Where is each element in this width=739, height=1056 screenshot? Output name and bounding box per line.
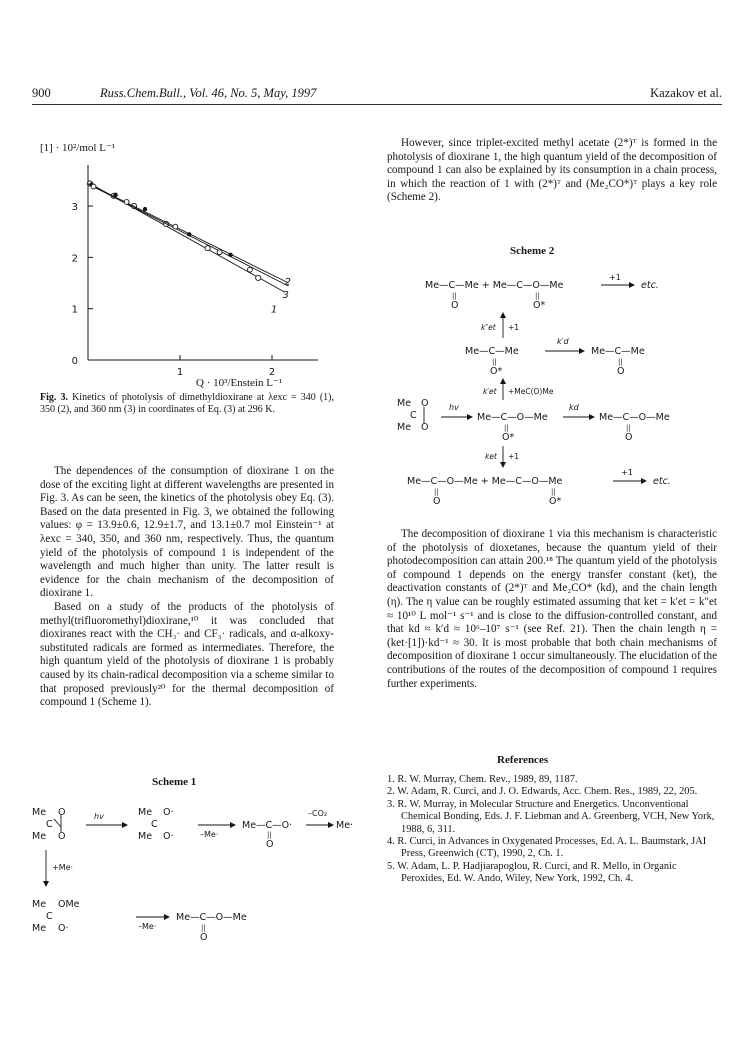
s2-row1-o-1: O: [451, 300, 459, 311]
s1-minus-me-1: –Me·: [200, 830, 219, 839]
s1-me-top: Me: [32, 807, 47, 818]
s2-row4-bond-1: ||: [434, 488, 439, 496]
s2-row1-o-2: O*: [533, 300, 546, 311]
s2-k-prime-et: k′et: [483, 387, 497, 396]
s2-row3-o: O: [625, 432, 633, 443]
references-list: [387, 774, 717, 886]
s1-methyl-acetate-bond: ||: [201, 924, 206, 932]
x-tick-label: 1: [176, 367, 184, 378]
x-tick-label: 2: [268, 367, 276, 378]
s1-adduct-o: O·: [58, 923, 69, 934]
s2-row3-o-star: O*: [502, 432, 515, 443]
s1-biradical-me-bottom: Me: [138, 831, 153, 842]
series-3-point: [217, 250, 222, 255]
s2-row3-mid: Me—C—O—Me: [477, 412, 548, 423]
s2-row3-me-bottom: Me: [397, 422, 412, 433]
figure-caption-text: Kinetics of photolysis of dimethyldioxirane at λexc = 340 (1), 350 (2), and 360 nm (3) in coordinates of Eq. (3) at 296 K.: [40, 392, 334, 416]
s2-k-prime-d: k′d: [557, 337, 569, 346]
reference-item: 1. R. W. Murray, Chem. Rev., 1989, 89, 1187.: [387, 774, 578, 785]
reference-item: 5. W. Adam, L. P. Hadjiarapoglou, R. Curci, and R. Mello, in Organic Peroxides, Ed. W. Ando, Wiley, New York, 1992, Ch. 4.: [387, 860, 677, 885]
scheme-2-diagram: [385, 262, 725, 507]
origin-label: 0: [71, 356, 78, 367]
s2-hv: hv: [449, 403, 459, 412]
s2-row3-o-top: O: [421, 398, 429, 409]
s2-row2-o: O: [617, 366, 625, 377]
s2-row1-plus1: +1: [609, 273, 621, 282]
s1-hv-label: hv: [94, 812, 104, 821]
s2-k-double-prime-et: k″et: [481, 323, 496, 332]
reference-item: 3. R. W. Murray, in Molecular Structure and Energetics. Unconventional Chemical Bonding, Eds. J. F. Liebman and A. Greenberg, VCH, New York, 1988, 6, 311.: [387, 798, 715, 835]
s1-acetoxy-o: O: [266, 839, 274, 850]
s2-k-d: kd: [569, 403, 579, 412]
s1-adduct-ome: OMe: [58, 899, 80, 910]
s2-row4-plus1: +1: [621, 468, 633, 477]
s2-plus1-up: +1: [508, 323, 520, 332]
s2-row2-right: Me—C—Me: [591, 346, 645, 357]
s2-row2-o-star: O*: [490, 366, 503, 377]
s2-row1: Me—C—Me + Me—C—O—Me: [425, 280, 564, 291]
scheme-1-diagram: [18, 795, 358, 995]
left-paragraph-2: Based on a study of the products of the photolysis of methyl(trifluoromethyl)dioxirane,¹⁰ it was concluded that dioxiranes react with the CH₃· and CF₃· radicals, and α-alkoxy-substituted radicals are formed as intermediates. Therefore, the high quantum yield of the photolysis of dioxirane 1 is probably caused by its chain-radical decomposition via a scheme similar to that proposed previously²⁰ for the thermal decomposition of compound 1 (Scheme 1).: [40, 600, 334, 709]
s2-row3-bond-mid: ||: [504, 424, 509, 432]
s2-row4-etc: etc.: [653, 476, 671, 487]
s2-row4-o-2: O*: [549, 496, 562, 507]
series-3-point: [91, 184, 96, 189]
s2-row3-o-bottom: O: [421, 422, 429, 433]
y-tick-label: 1: [71, 304, 78, 316]
reference-item: 2. W. Adam, R. Curci, and J. O. Edwards, Acc. Chem. Res., 1989, 22, 205.: [387, 786, 698, 798]
series-3-point: [124, 200, 129, 205]
s2-row1-bond-2: ||: [535, 292, 540, 300]
s1-methyl-acetate-o: O: [200, 932, 208, 943]
series-3-point: [173, 224, 178, 229]
right-paragraph-2: The decomposition of dioxirane 1 via this mechanism is characteristic of the photolysis of dioxetanes, because the quantum yield of their photodecomposition can attain 200.¹⁸ The quantum yield of the photolysis of compound 1 depends on the energy transfer constant (ket), the deactivation constants of (2*)ᵀ and Me₂CO* (kd), and the chain length (η). The η value can be roughly estimated assuming that ket = k′et = k″et ≈ 10¹⁰ L mol⁻¹ s⁻¹ and is close to the diffusion-controlled constant, and that kd ≈ k′d ≈ 10⁶–10⁷ s⁻¹ (see Ref. 21). Then the chain length η = (ket·[1])·kd⁻¹ ≈ 30. It is most probable that both chain mechanisms of decomposition of dioxirane 1 occur simultaneously. The elucidation of the contributions of the routes of the decomposition of compound 1 requires further experiments.: [387, 528, 717, 690]
s1-biradical-me-top: Me: [138, 807, 153, 818]
s2-row3-me-top: Me: [397, 398, 412, 409]
journal-citation: Russ.Chem.Bull., Vol. 46, No. 5, May, 1997: [100, 86, 317, 100]
s1-adduct-c: C: [46, 911, 53, 922]
s2-plus1-down: +1: [508, 452, 520, 461]
running-header: [32, 86, 722, 105]
s2-row4: Me—C—O—Me + Me—C—O—Me: [407, 476, 563, 487]
s2-row2-bond-left: ||: [492, 358, 497, 366]
right-column-text-bottom: [387, 528, 717, 691]
series-1-point: [256, 275, 261, 280]
s2-k-et: ket: [485, 452, 497, 461]
s2-row3-bond-right: ||: [626, 424, 631, 432]
s2-row2-bond-right: ||: [618, 358, 623, 366]
s1-o-top: O: [58, 807, 66, 818]
series-2-point: [113, 193, 117, 197]
right-paragraph-1: However, since triplet-excited methyl acetate (2*)ᵀ is formed in the photolysis of dioxirane 1, the high quantum yield of the decomposition of compound 1 can also be explained by its consumption in a chain process, in which the reaction of 1 with (2*)ᵀ and (Me₂CO*)ᵀ plays a key role (Scheme 2).: [387, 137, 717, 204]
scheme-1-title: Scheme 1: [152, 776, 197, 788]
s1-minus-co2: –CO₂: [308, 809, 328, 818]
s1-me-bottom: Me: [32, 831, 47, 842]
scheme-2-title: Scheme 2: [510, 245, 555, 257]
s1-adduct-me-top: Me: [32, 899, 47, 910]
page-number: 900: [32, 86, 51, 100]
series-3-line: [88, 184, 291, 289]
s2-row2-left: Me—C—Me: [465, 346, 519, 357]
s2-plus-meco: +MeC(O)Me: [508, 387, 554, 396]
authors: Kazakov et al.: [650, 86, 722, 100]
s2-row3-right: Me—C—O—Me: [599, 412, 670, 423]
references-title: References: [497, 754, 549, 766]
y-tick-label: 3: [71, 202, 78, 214]
s1-c: C: [46, 819, 53, 830]
kinetics-chart: [28, 150, 328, 380]
reference-item: 4. R. Curci, in Advances in Oxygenated Processes, Ed. A. L. Baumstark, JAI Press, Greenwich (CT), 1990, 2, Ch. 1.: [387, 836, 707, 860]
series-3-label: 3: [282, 290, 289, 302]
s2-row3-c: C: [410, 410, 417, 421]
s1-acetoxy-bond: ||: [267, 831, 272, 839]
s1-acetoxy: Me—C—O·: [242, 820, 293, 831]
s1-plus-me: +Me·: [52, 863, 74, 872]
s2-row1-bond-1: ||: [452, 292, 457, 300]
s2-row1-etc: etc.: [641, 280, 659, 291]
s1-biradical-o-top: O·: [163, 807, 174, 818]
series-3-point: [248, 267, 253, 272]
left-column-text: [40, 465, 334, 710]
s2-row4-o-1: O: [433, 496, 441, 507]
figure-caption: [40, 392, 334, 416]
s1-o-bottom: O: [58, 831, 66, 842]
series-2-point: [143, 207, 147, 211]
series-2-label: 2: [284, 277, 291, 289]
s1-methyl-acetate: Me—C—O—Me: [176, 912, 247, 923]
y-tick-label: 2: [71, 253, 78, 265]
s1-biradical-o-bottom: O·: [163, 831, 174, 842]
s2-row4-bond-2: ||: [551, 488, 556, 496]
s1-minus-me-2: –Me·: [138, 922, 157, 931]
figure-caption-label: Fig. 3.: [40, 392, 68, 403]
series-1-label: 1: [270, 304, 278, 316]
left-paragraph-1: The dependences of the consumption of dioxirane 1 on the dose of the exciting light at different wavelengths are presented in Fig. 3. As can be seen, the kinetics of the photolysis obey Eq. (3). Based on the data presented in Fig. 3, we obtained the following values: φ = 13.9±0.6, 12.9±1.7, and 13.1±0.7 mol Einstein⁻¹ at λexc = 340, 350, and 360 nm, respectively. Thus, the quantum yield of the photolysis of compound 1 is independent of the wavelength and much higher than unity. The latter result is evidence for the chain mechanism of the decomposition of dioxirane 1.: [40, 465, 334, 600]
s1-biradical-c: C: [151, 819, 158, 830]
s1-adduct-me-bottom: Me: [32, 923, 47, 934]
chart-x-axis-label: Q · 10³/Enstein L⁻¹: [196, 377, 283, 389]
chart-y-axis-label: [1] · 10²/mol L⁻¹: [40, 142, 116, 154]
right-column-text-top: [387, 137, 717, 205]
s1-me-radical: Me·: [336, 820, 354, 831]
